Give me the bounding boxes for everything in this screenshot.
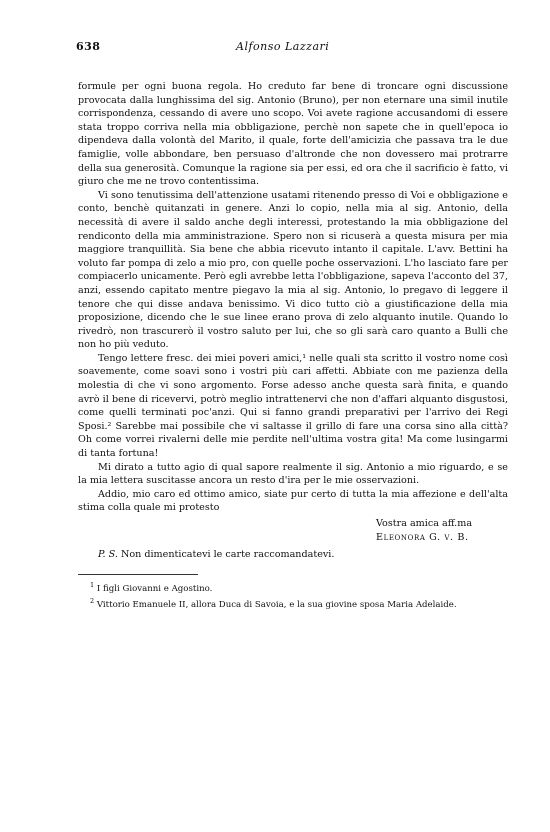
footnote (78, 595, 508, 611)
signature-name: Eleonora G. v. B. (376, 531, 469, 543)
postscript (78, 548, 508, 562)
running-head (78, 40, 508, 58)
footnote-text: Vittorio Emanuele II, allora Duca di Savoia, e la sua giovine sposa Maria Adelaide. (96, 599, 457, 610)
footnote-mark: 1 (90, 580, 95, 589)
footnote-divider (78, 574, 198, 575)
paragraph: Vi sono tenutissima dell'attenzione usatami ritenendo presso di Voi e obbligazione e conto, benchè quitanzati in genere. Anzi lo copio, nella mia al sig. Antonio, della necessità di avere il saldo anche degli interessi, protestando la mia obbligazione del rendiconto della mia amministrazione. Spero non si ricuserà a questa misura per mia maggiore tranquillità. Sia bene che abbia ricevuto intanto il capitale. L'avv. Bettini ha voluto far pompa di zelo a mio pro, con quelle poche osservazioni. L'ho lasciato fare per compiacerlo unicamente. Però egli avrebbe letta l'obbligazione, sapeva l'acconto del 37, anzi, essendo capitato mentre piegavo la mia al sig. Antonio, lo pregavo di leggere il tenore che qui disse andava benissimo. Vi dico tutto ciò a giustificazione della mia proposizione, dicendo che le sue linee erano prova di zelo alquanto inutile. Quando lo rivedrò, non trascurerò il vostro saluto per lui, che so gli sarà caro quanto a Bulli che non ho più veduto. (78, 189, 508, 351)
paragraph: Tengo lettere fresc. dei miei poveri amici,¹ nelle quali sta scritto il vostro nome così soavemente, come soavi sono i vostri più cari affetti. Abbiate con me pazienza della molestia di che vi sono argomento. Forse adesso anche questa sarà finita, e quando avrò il bene di ricevervi, potrò meglio intrattenervi che non d'affari alquanto disgustosi, come quelli terminati poc'anzi. Qui si fanno grandi preparativi per l'arrivo dei Regi Sposi.² Sarebbe mai possibile che vi saltasse il grillo di fare una corsa sino alla città? Oh come vorrei rivalerni delle mie perdite nell'ultima vostra gita! Ma come lusingarmi di tanta fortuna! (78, 352, 508, 460)
postscript-text: Non dimenticatevi le carte raccomandatevi. (120, 549, 335, 561)
paragraph: formule per ogni buona regola. Ho creduto far bene di troncare ogni discussione provocata dalla lunghissima del sig. Antonio (Bruno), per non eternare una simil inutile corrispondenza, cessando di avere uno scopo. Voi avete ragione accusandomi di essere stata troppo corriva nella mia obbligazione, perchè non sapete che in quell'epoca io dipendeva dalla volontà del Marito, il quale, forte dell'amicizia che passava tra le due famiglie, volle abbondare, ben persuaso d'altronde che non dovessero mai protrarre della sua generosità. Comunque la ragione sia per essi, ed ora che il sacrificio è fatto, vi giuro che me ne trovo contentissima. (78, 81, 508, 188)
footnote-text: I figli Giovanni e Agostino. (96, 583, 213, 594)
footnote-mark: 2 (90, 596, 95, 605)
valediction: Vostra amica aff.ma (376, 518, 473, 529)
paragraph: Addio, mio caro ed ottimo amico, siate pur certo di tutta la mia affezione e dell'alta stima colla quale mi protesto (78, 488, 508, 514)
paragraph: Mi dirato a tutto agio di qual sapore realmente il sig. Antonio a mio riguardo, e se la mia lettera suscitasse ancora un resto d'ira per le mie osservazioni. (78, 461, 508, 487)
page-number: 638 (76, 40, 101, 53)
footnote (78, 579, 508, 595)
postscript-label: P. S. (98, 549, 118, 561)
document-page (78, 40, 508, 611)
footnotes (78, 579, 508, 611)
signature-block (78, 517, 508, 544)
running-title: Alfonso Lazzari (236, 40, 330, 53)
letter-body (78, 80, 508, 515)
